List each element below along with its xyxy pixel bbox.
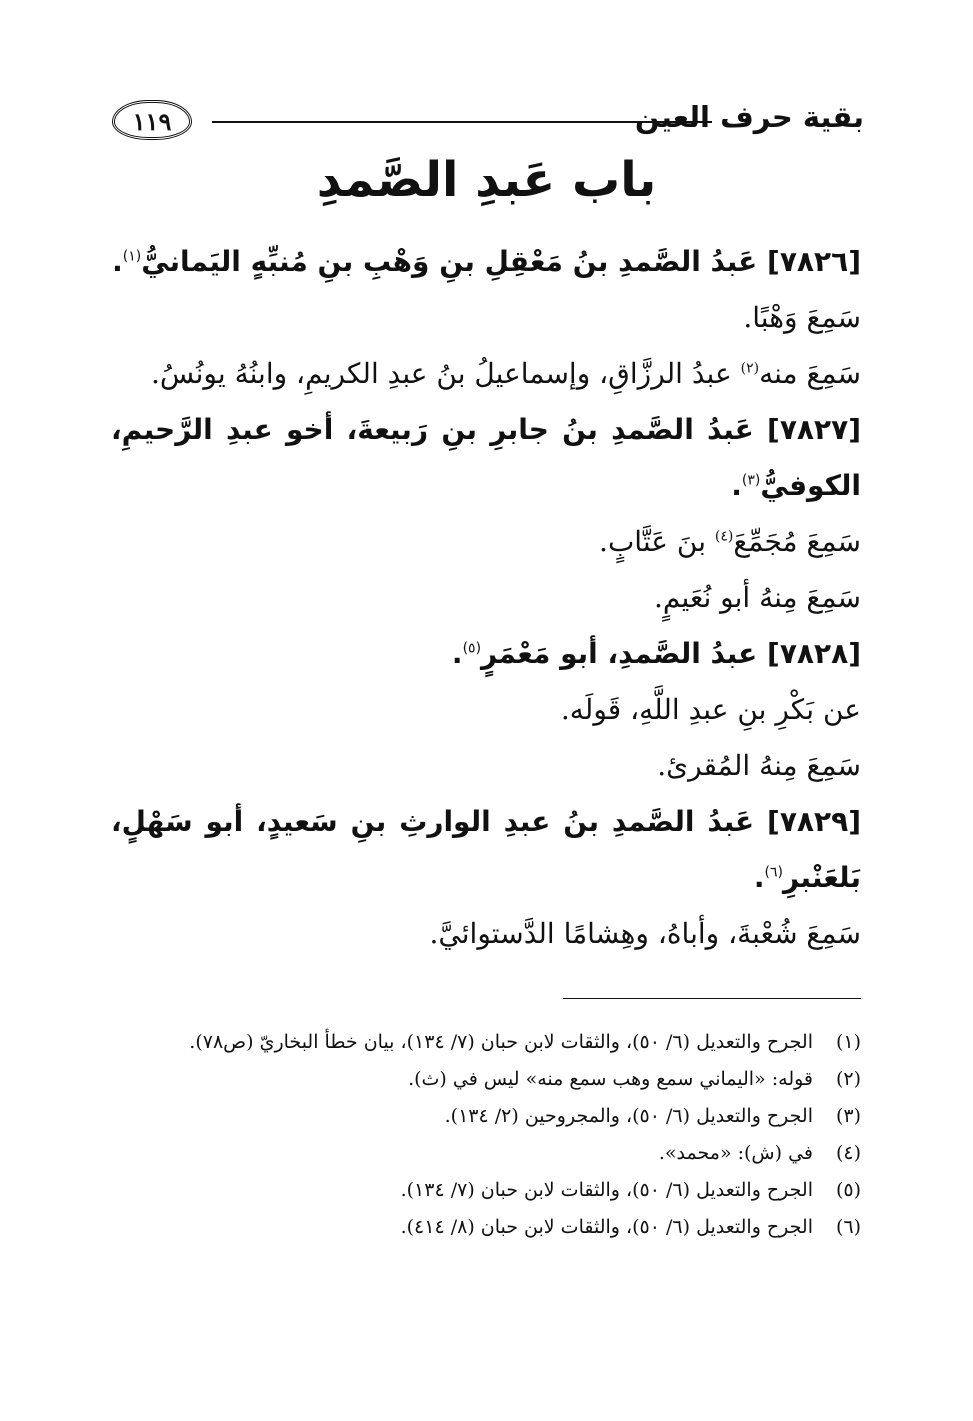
entry-text-end: . xyxy=(451,637,463,670)
entries-body xyxy=(111,234,861,962)
entry-line xyxy=(111,290,861,346)
entry-text: سَمِعَ شُعْبةَ، وأباهُ، وهِشامًا الدَّستوائيَّ. xyxy=(429,917,861,950)
footnote-ref: (١) xyxy=(122,248,142,265)
footnote-text: قوله: «اليماني سمع وهب سمع منه» ليس في (ث). xyxy=(408,1068,813,1090)
footnote-line xyxy=(111,1209,861,1246)
entry-line: [٧٨٢٧] عَبدُ الصَّمدِ بنُ جابرِ بنِ رَبيعةَ، أخو عبدِ الرَّحيمِ، xyxy=(111,413,861,446)
entry-text: سَمِعَ مِنهُ المُقرئ. xyxy=(657,749,861,782)
entry-text: عن بَكْرِ بنِ عبدِ اللَّهِ، قَولَه. xyxy=(560,693,861,726)
footnote-line xyxy=(111,1061,861,1098)
footnote-number: (٣) xyxy=(835,1105,861,1127)
footnote-text: الجرح والتعديل (٦/ ٥٠)، والمجروحين (٢/ ١٣٤). xyxy=(444,1105,813,1127)
entry-line xyxy=(111,906,861,962)
entry-text: الكوفيُّ xyxy=(760,469,861,502)
entry-line xyxy=(111,738,861,794)
footnote-number: (٦) xyxy=(835,1216,861,1238)
footnote-text: الجرح والتعديل (٦/ ٥٠)، والثقات لابن حبان (٨/ ٤١٤). xyxy=(400,1216,813,1238)
entry-line xyxy=(111,234,861,290)
entry-text: سَمِعَ مُجَمِّعَ xyxy=(733,525,861,558)
entry-line xyxy=(111,682,861,738)
footnote-ref: (٥) xyxy=(462,640,482,657)
footnote-divider xyxy=(563,998,861,999)
footnote-line xyxy=(111,1024,861,1061)
entry-text: سَمِعَ مِنهُ أبو نُعَيمٍ. xyxy=(653,581,861,614)
running-title: بقية حرف العين xyxy=(634,100,864,134)
footnote-ref: (٦) xyxy=(764,864,783,881)
entry-text: سَمِعَ وَهْبًا. xyxy=(743,301,861,334)
entry-line xyxy=(111,570,861,626)
footnote-line xyxy=(111,1172,861,1209)
footnote-ref: (٤) xyxy=(714,528,734,545)
page-number: ١١٩ xyxy=(112,100,192,140)
footnote-ref: (٢) xyxy=(740,360,760,377)
entry-line xyxy=(111,514,861,570)
entry-text: [٧٨٢٨] عبدُ الصَّمدِ، أبو مَعْمَرٍ xyxy=(481,637,861,670)
footnote-number: (٥) xyxy=(835,1179,861,1201)
footnote-text: الجرح والتعديل (٦/ ٥٠)، والثقات لابن حبان (٧/ ١٣٤). xyxy=(400,1179,813,1201)
header-rule xyxy=(212,121,712,123)
entry-text-end: . xyxy=(753,861,765,894)
footnote-text: في (ش): «محمد». xyxy=(658,1142,813,1164)
entry-text: [٧٨٢٦] عَبدُ الصَّمدِ بنُ مَعْقِلِ بنِ وَهْبِ بنِ مُنبِّهٍ اليَمانيُّ xyxy=(141,245,861,278)
entry-text: سَمِعَ منه xyxy=(759,357,861,390)
footnote-number: (٢) xyxy=(835,1068,861,1090)
entry-text-end: عبدُ الرزَّاقِ، وإسماعيلُ بنُ عبدِ الكريمِ، وابنُهُ يونُسُ. xyxy=(151,357,741,390)
footnote-number: (١) xyxy=(835,1031,861,1053)
entry-text-end: . xyxy=(731,469,742,502)
footnote-line xyxy=(111,1135,861,1172)
entry-text: بَلعَنْبرِ xyxy=(782,861,861,894)
entry-line xyxy=(111,346,861,402)
footnote-text: الجرح والتعديل (٦/ ٥٠)، والثقات لابن حبان (٧/ ١٣٤)، بيان خطأ البخاريّ (ص٧٨). xyxy=(189,1031,813,1053)
chapter-title: باب عَبدِ الصَّمدِ xyxy=(316,152,657,208)
entry-line: [٧٨٢٩] عَبدُ الصَّمدِ بنُ عبدِ الوارثِ بنِ سَعيدٍ، أبو سَهْلٍ، xyxy=(111,805,861,838)
footnotes xyxy=(111,1024,861,1246)
footnote-number: (٤) xyxy=(835,1142,861,1164)
page-header xyxy=(112,100,864,150)
footnote-ref: (٣) xyxy=(741,472,761,489)
entry-line xyxy=(111,458,861,514)
footnote-line xyxy=(111,1098,861,1135)
entry-text-end: . xyxy=(112,245,123,278)
entry-text-end: بنَ عَتَّابٍ. xyxy=(599,525,715,558)
entry-line xyxy=(111,850,861,906)
entry-line xyxy=(111,626,861,682)
